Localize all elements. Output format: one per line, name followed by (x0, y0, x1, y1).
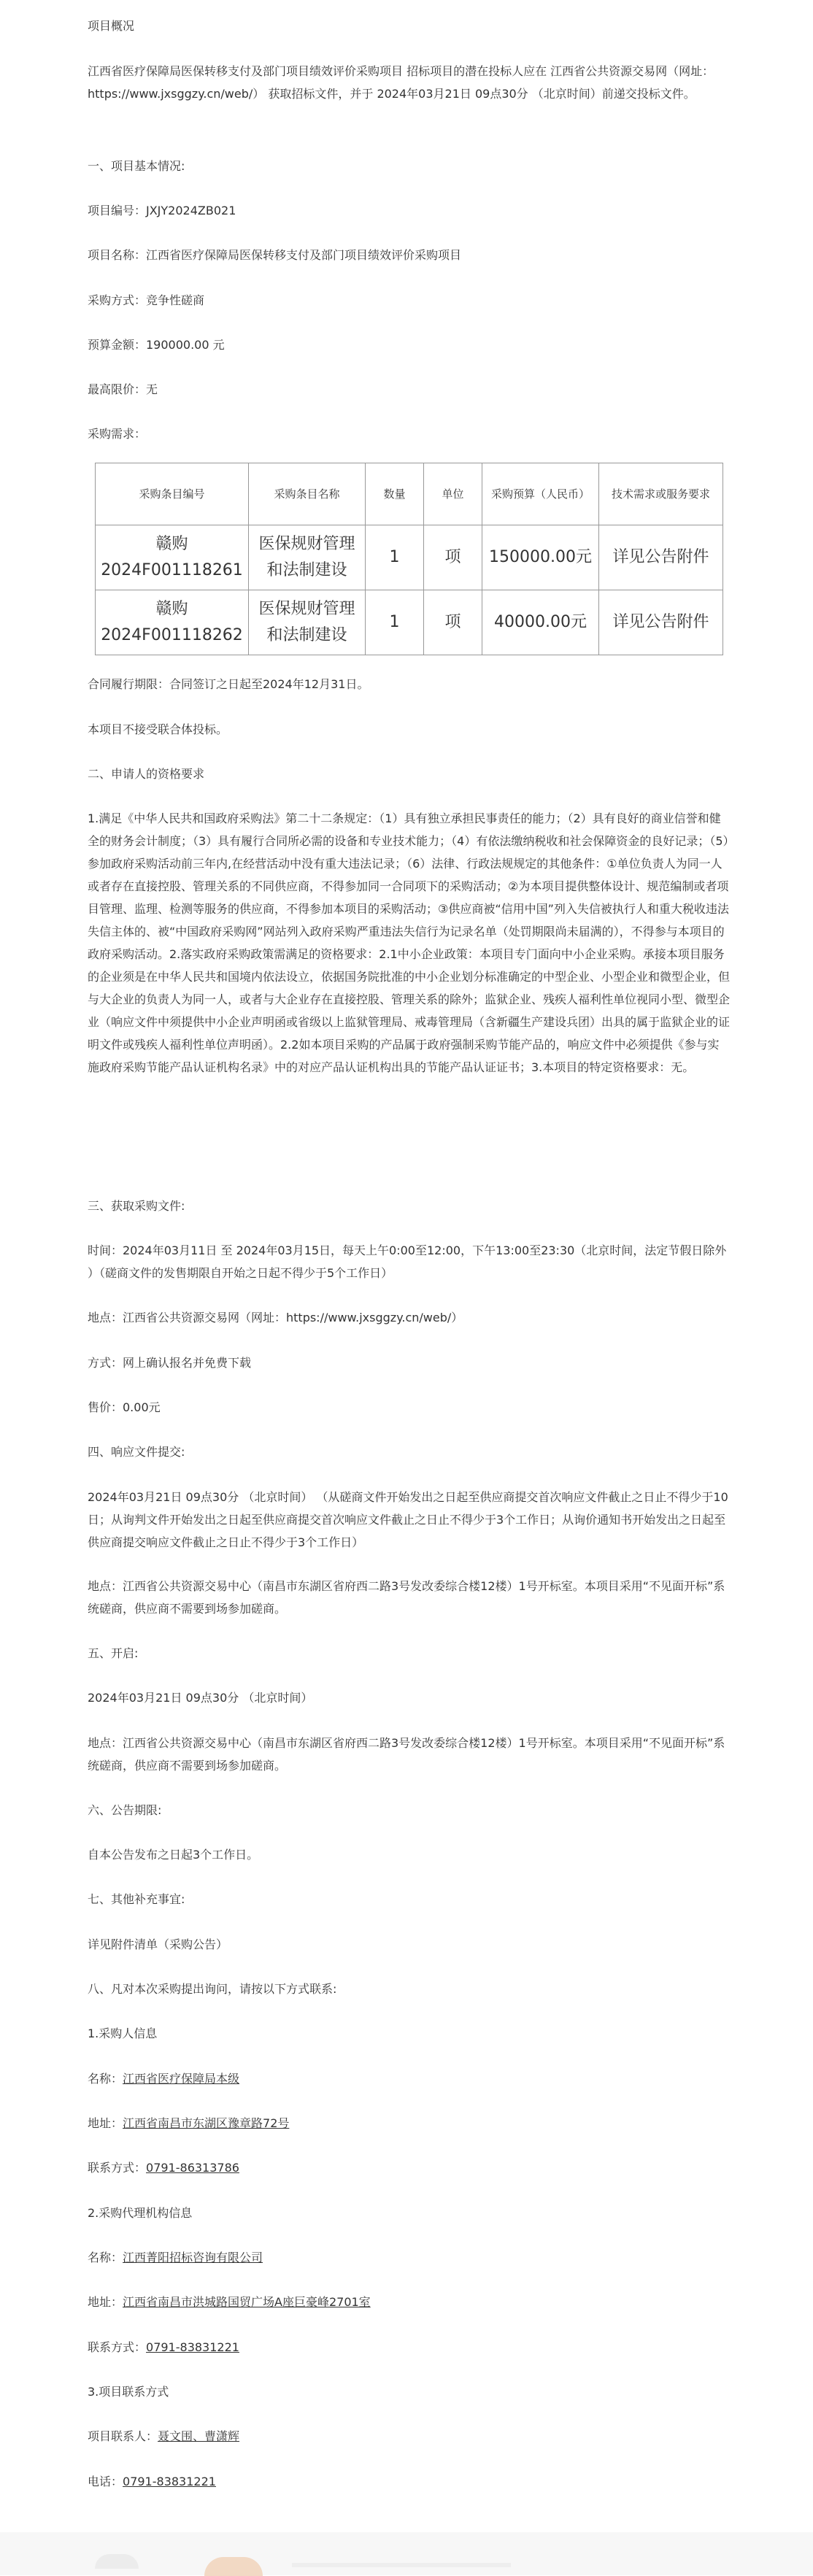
header-requirements: 技术需求或服务要求 (599, 463, 723, 525)
purchaser-address: 江西省南昌市东湖区豫章路72号 (123, 2116, 290, 2130)
table-row (96, 590, 723, 655)
cell-requirements: 详见公告附件 (599, 590, 723, 655)
project-phone-line (88, 2470, 730, 2493)
supplementary-text: 详见附件清单（采购公告） (88, 1937, 228, 1951)
agency-contact: 0791-83831221 (146, 2340, 239, 2354)
max-price: 最高限价：无 (88, 382, 158, 396)
overview-heading: 项目概况 (88, 19, 135, 33)
acquire-price: 售价：0.00元 (88, 1400, 161, 1414)
cell-item-name: 医保规财管理和法制建设 (249, 525, 366, 590)
budget-amount: 预算金额：190000.00 元 (88, 338, 225, 352)
cell-budget: 40000.00元 (482, 590, 599, 655)
purchaser-contact-label: 联系方式： (88, 2161, 147, 2175)
project-number: 项目编号：JXJY2024ZB021 (88, 204, 236, 217)
purchaser-name-line (88, 2067, 730, 2090)
project-phone-label: 电话： (88, 2475, 123, 2488)
purchaser-address-label: 地址： (88, 2116, 123, 2130)
section2-heading: 二、申请人的资格要求 (88, 767, 205, 781)
project-name: 项目名称：江西省医疗保障局医保转移支付及部门项目绩效评价采购项目 (88, 248, 462, 262)
footer-logo-shape (95, 2554, 139, 2569)
header-budget: 采购预算（人民币） (482, 463, 599, 525)
cell-item-number: 赣购2024F001118262 (96, 590, 249, 655)
purchaser-name: 江西省医疗保障局本级 (123, 2072, 240, 2086)
cell-requirements: 详见公告附件 (599, 525, 723, 590)
demand-label: 采购需求： (88, 427, 147, 441)
overview-text: 江西省医疗保障局医保转移支付及部门项目绩效评价采购项目 招标项目的潜在投标人应在 江西省公共资源交易网（网址：https://www.jxsggzy.cn/web/） 获取招标文件，并于 2024年03月21日 09点30分 （北京时间）前递交投标文件。 (88, 64, 714, 101)
header-quantity: 数量 (366, 463, 424, 525)
cell-quantity: 1 (366, 525, 424, 590)
notice-period: 自本公告发布之日起3个工作日。 (88, 1848, 259, 1862)
section5-heading: 五、开启: (88, 1646, 139, 1660)
cell-quantity: 1 (366, 590, 424, 655)
purchaser-address-line (88, 2112, 730, 2135)
section6-heading: 六、公告期限: (88, 1803, 162, 1817)
acquire-time: 时间：2024年03月11日 至 2024年03月15日，每天上午0:00至12:00，下午13:00至23:30（北京时间，法定节假日除外 ）（磋商文件的发售期限自开始之日起不得少于5个工作日） (88, 1243, 727, 1280)
contract-period: 合同履行期限：合同签订之日起至2024年12月31日。 (88, 677, 369, 691)
section1-heading: 一、项目基本情况: (88, 159, 185, 173)
agency-heading: 2.采购代理机构信息 (88, 2206, 193, 2220)
opening-time: 2024年03月21日 09点30分 （北京时间） (88, 1691, 313, 1705)
section7-heading: 七、其他补充事宜: (88, 1892, 185, 1906)
cell-unit: 项 (424, 590, 482, 655)
purchaser-name-label: 名称： (88, 2072, 123, 2086)
agency-name-label: 名称： (88, 2251, 123, 2264)
agency-name: 江西菁阳招标咨询有限公司 (123, 2251, 263, 2264)
project-person-label: 项目联系人： (88, 2429, 158, 2443)
project-person-line (88, 2425, 730, 2448)
cell-budget: 150000.00元 (482, 525, 599, 590)
acquire-mode: 方式：网上确认报名并免费下载 (88, 1356, 252, 1370)
agency-address: 江西省南昌市洪城路国贸广场A座巨豪峰2701室 (123, 2295, 371, 2309)
footer-emblem-shape (204, 2557, 263, 2576)
header-item-number: 采购条目编号 (96, 463, 249, 525)
footer-text-placeholder (292, 2563, 511, 2567)
section8-heading: 八、凡对本次采购提出询问，请按以下方式联系: (88, 1982, 337, 1996)
header-item-name: 采购条目名称 (249, 463, 366, 525)
submit-time: 2024年03月21日 09点30分 （北京时间） （从磋商文件开始发出之日起至供应商提交首次响应文件截止之日止不得少于10日；从询判文件开始发出之日起至供应商提交首次响应文件截止之日止不得少于3个工作日；从询价通知书开始发出之日起至供应商提交响应文件截止之日止不得少于3个工作日） (88, 1490, 728, 1549)
purchaser-contact-line (88, 2156, 730, 2179)
header-unit: 单位 (424, 463, 482, 525)
procurement-method: 采购方式：竞争性磋商 (88, 293, 205, 307)
project-phone: 0791-83831221 (123, 2475, 216, 2488)
table-header-row (96, 463, 723, 525)
section3-heading: 三、获取采购文件: (88, 1199, 185, 1213)
purchaser-heading: 1.采购人信息 (88, 2027, 158, 2040)
submit-place: 地点：江西省公共资源交易中心（南昌市东湖区省府西二路3号发改委综合楼12楼）1号开标室。本项目采用“不见面开标”系统磋商，供应商不需要到场参加磋商。 (88, 1579, 725, 1616)
cell-item-number: 赣购2024F001118261 (96, 525, 249, 590)
acquire-place: 地点：江西省公共资源交易网（网址：https://www.jxsggzy.cn/web/） (88, 1311, 463, 1324)
agency-address-label: 地址： (88, 2295, 123, 2309)
opening-place: 地点：江西省公共资源交易中心（南昌市东湖区省府西二路3号发改委综合楼12楼）1号开标室。本项目采用“不见面开标”系统磋商，供应商不需要到场参加磋商。 (88, 1736, 725, 1773)
section4-heading: 四、响应文件提交: (88, 1445, 185, 1459)
agency-name-line (88, 2246, 730, 2269)
requirements-table (95, 463, 723, 655)
purchaser-contact: 0791-86313786 (146, 2161, 239, 2175)
cell-item-name: 医保规财管理和法制建设 (249, 590, 366, 655)
consortium-note: 本项目不接受联合体投标。 (88, 722, 228, 736)
agency-contact-label: 联系方式： (88, 2340, 147, 2354)
table-row (96, 525, 723, 590)
project-person: 聂文围、曹潇辉 (158, 2429, 240, 2443)
cell-unit: 项 (424, 525, 482, 590)
agency-address-line (88, 2291, 730, 2313)
agency-contact-line (88, 2336, 730, 2359)
project-contact-heading: 3.项目联系方式 (88, 2385, 169, 2399)
qualification-text: 1.满足《中华人民共和国政府采购法》第二十二条规定：（1）具有独立承担民事责任的能力；（2）具有良好的商业信誉和健全的财务会计制度；（3）具有履行合同所必需的设备和专业技术能力；（4）有依法缴纳税收和社会保障资金的良好记录；（5）参加政府采购活动前三年内,在经营活动中没有重大违法记录；（6）法律、行政法规规定的其他条件：①单位负责人为同一人或者存在直接控股、管理关系的不同供应商，不得参加同一合同项下的采购活动；②为本项目提供整体设计、规范编制或者项目管理、监理、检测等服务的供应商，不得参加本项目的采购活动；③供应商被“信用中国”列入失信被执行人和重大税收违法失信主体的、被“中国政府采购网”网站列入政府采购严重违法失信行为记录名单（处罚期限尚未届满的），不得参与本项目的政府采购活动。2.落实政府采购政策需满足的资格要求：2.1中小企业政策：本项目专门面向中小企业采购。承接本项目服务的企业须是在中华人民共和国境内依法设立，依据国务院批准的中小企业划分标准确定的中型企业、小型企业和微型企业，但与大企业的负责人为同一人，或者与大企业存在直接控股、管理关系的除外；监狱企业、残疾人福利性单位视同小型、微型企业（响应文件中须提供中小企业声明函或省级以上监狱管理局、戒毒管理局（含新疆生产建设兵团）出具的属于监狱企业的证明文件或残疾人福利性单位声明函）。2.2如本项目采购的产品属于政府强制采购节能产品的，响应文件中必须提供《参与实施政府采购节能产品认证机构名录》中的对应产品认证机构出具的节能产品认证证书；3.本项目的特定资格要求：无。 (88, 811, 731, 1074)
